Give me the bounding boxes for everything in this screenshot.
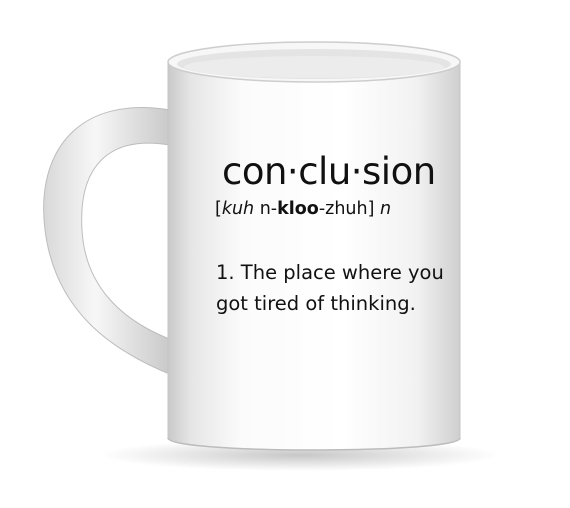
mug-body [168, 62, 460, 450]
pron-part-2: n- [254, 199, 278, 219]
headword: con·clu·sion [222, 150, 436, 193]
definition-line-1: 1. The place where you [216, 261, 444, 284]
definition-line-2: got tired of thinking. [216, 292, 416, 315]
pron-part-3: -zhuh [318, 199, 368, 219]
pron-close-bracket: ] [367, 199, 375, 219]
mug-handle [44, 108, 172, 375]
pron-part-1: kuh [221, 199, 255, 219]
part-of-speech: n [380, 199, 392, 219]
definition [216, 257, 444, 319]
pron-open-bracket: [ [215, 199, 222, 219]
pron-stressed: kloo [277, 199, 319, 219]
pronunciation [215, 199, 391, 219]
